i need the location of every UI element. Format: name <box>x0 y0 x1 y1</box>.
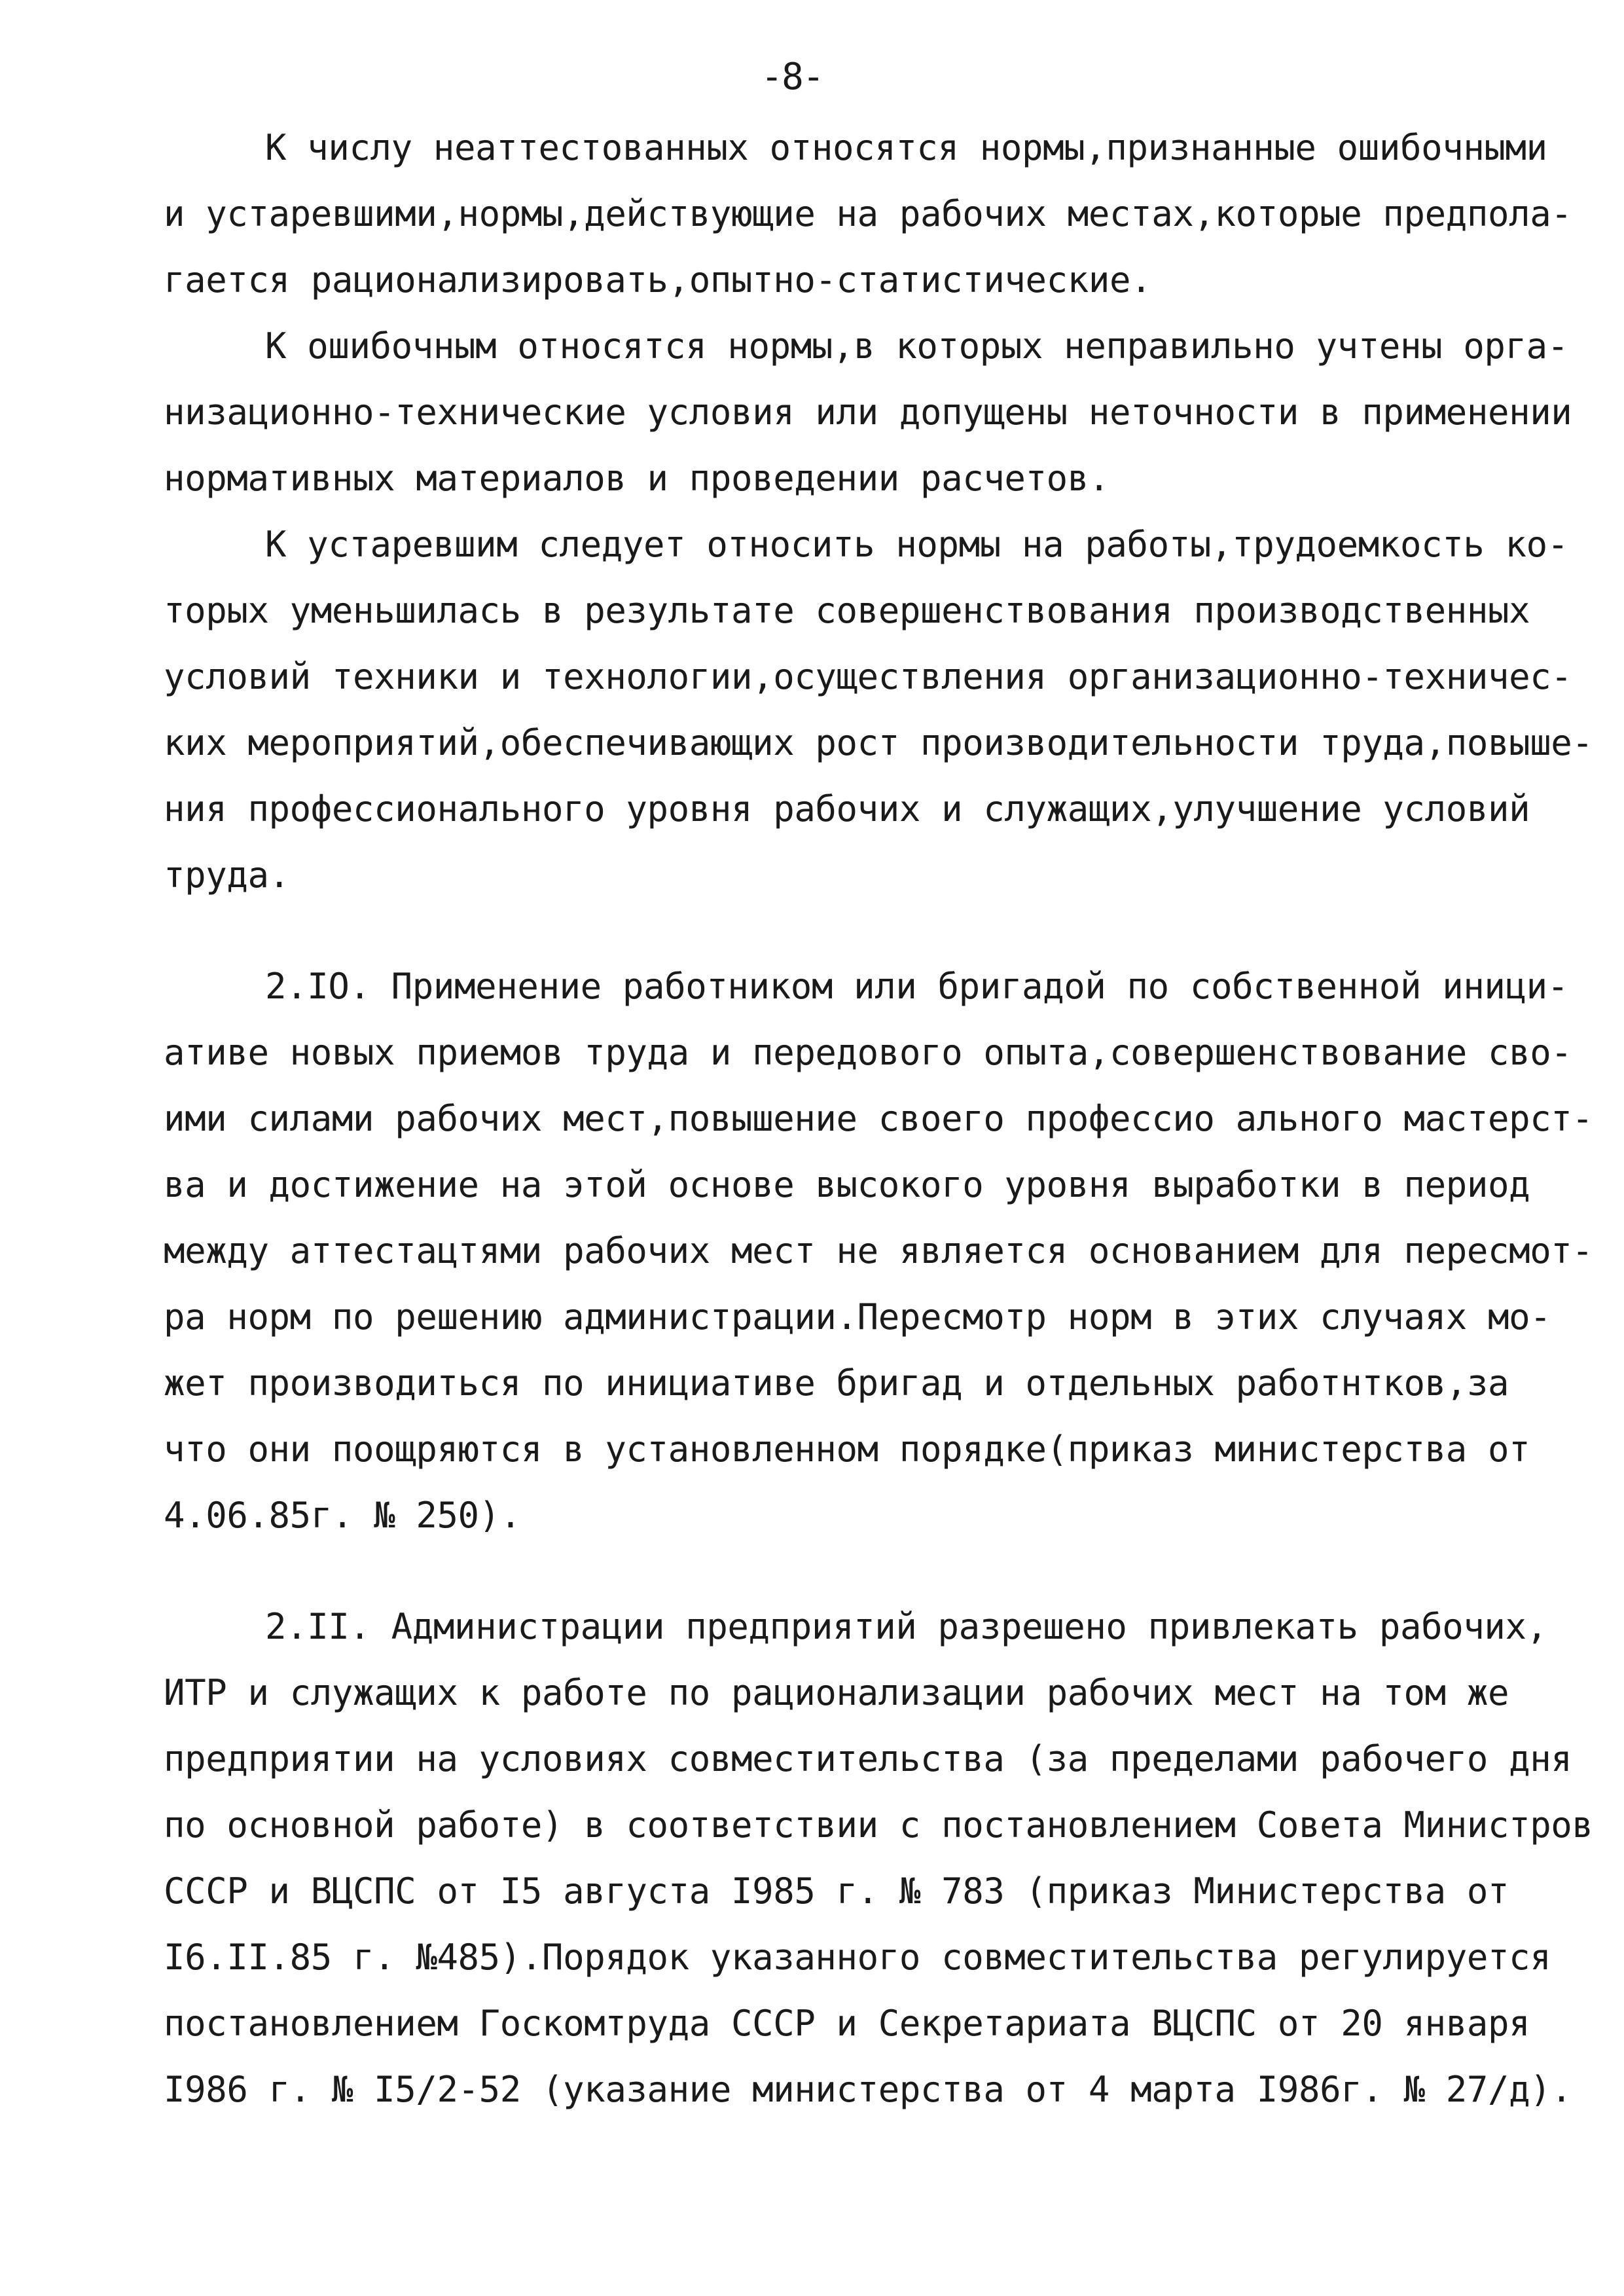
text-line: ких мероприятий,обеспечивающих рост производительности труда,повыше- <box>164 722 1593 763</box>
body-text <box>164 115 1593 2123</box>
text-line: условий техники и технологии,осуществления организационно-техничес- <box>164 656 1572 697</box>
text-line: между аттестацтями рабочих мест не является основанием для пересмот- <box>164 1230 1593 1271</box>
text-line: предприятии на условиях совместительства (за пределами рабочего дня <box>164 1738 1572 1779</box>
text-line: торых уменьшилась в результате совершенствования производственных <box>164 590 1530 631</box>
text-line: ния профессионального уровня рабочих и служащих,улучшение условий <box>164 788 1530 829</box>
text-line: ими силами рабочих мест,повышение своего профессио ального мастерст- <box>164 1098 1593 1139</box>
text-line: постановлением Госкомтруда СССР и Секретариата ВЦСПС от 20 января <box>164 2003 1530 2044</box>
text-line: что они поощряются в установленном порядке(приказ министерства от <box>164 1429 1530 1470</box>
text-line: К числу неаттестованных относятся нормы,признанные ошибочными <box>265 127 1547 168</box>
section-2-11 <box>164 1594 1593 2123</box>
text-line: по основной работе) в соответствии с постановлением Совета Министров <box>164 1804 1593 1846</box>
text-line: СССР и ВЦСПС от I5 августа I985 г. № 783 (приказ Министерства от <box>164 1870 1509 1912</box>
paragraph-erroneous-norms <box>164 313 1578 511</box>
text-line: ра норм по решению администрации.Пересмотр норм в этих случаях мо- <box>164 1296 1551 1338</box>
text-line: низационно-технические условия или допущены неточности в применении <box>164 392 1572 433</box>
text-line: 2.IO. Применение работником или бригадой по собственной иници- <box>265 966 1568 1007</box>
text-line: и устаревшими,нормы,действующие на рабочих местах,которые предпола- <box>164 193 1572 234</box>
paragraph-gap <box>164 908 1578 953</box>
text-line: К устаревшим следует относить нормы на работы,трудоемкость ко- <box>265 524 1568 565</box>
paragraph-gap <box>164 1548 1578 1594</box>
text-line: ва и достижение на этой основе высокого уровня выработки в период <box>164 1164 1530 1205</box>
page-number: -8- <box>761 56 823 98</box>
text-line: жет производиться по инициативе бригад и отдельных работнтков,за <box>164 1362 1509 1404</box>
text-line: ативе новых приемов труда и передового опыта,совершенствование сво- <box>164 1032 1572 1073</box>
text-line: К ошибочным относятся нормы,в которых неправильно учтены орга- <box>265 325 1568 367</box>
text-line: ИТР и служащих к работе по рационализации рабочих мест на том же <box>164 1672 1509 1713</box>
text-line: 2.II. Администрации предприятий разрешено привлекать рабочих, <box>265 1606 1547 1647</box>
text-line: I6.II.85 г. №485).Порядок указанного совместительства регулируется <box>164 1937 1551 1978</box>
paragraph-unattested-norms <box>164 115 1578 313</box>
text-line: I986 г. № I5/2-52 (указание министерства от 4 марта I986г. № 27/д). <box>164 2069 1572 2110</box>
section-2-10 <box>164 953 1593 1548</box>
paragraph-outdated-norms <box>164 511 1593 908</box>
text-line: 4.06.85г. № 250). <box>164 1495 521 1536</box>
text-line: нормативных материалов и проведении расчетов. <box>164 458 1110 499</box>
text-line: труда. <box>164 854 290 896</box>
text-line: гается рационализировать,опытно-статистические. <box>164 259 1152 301</box>
